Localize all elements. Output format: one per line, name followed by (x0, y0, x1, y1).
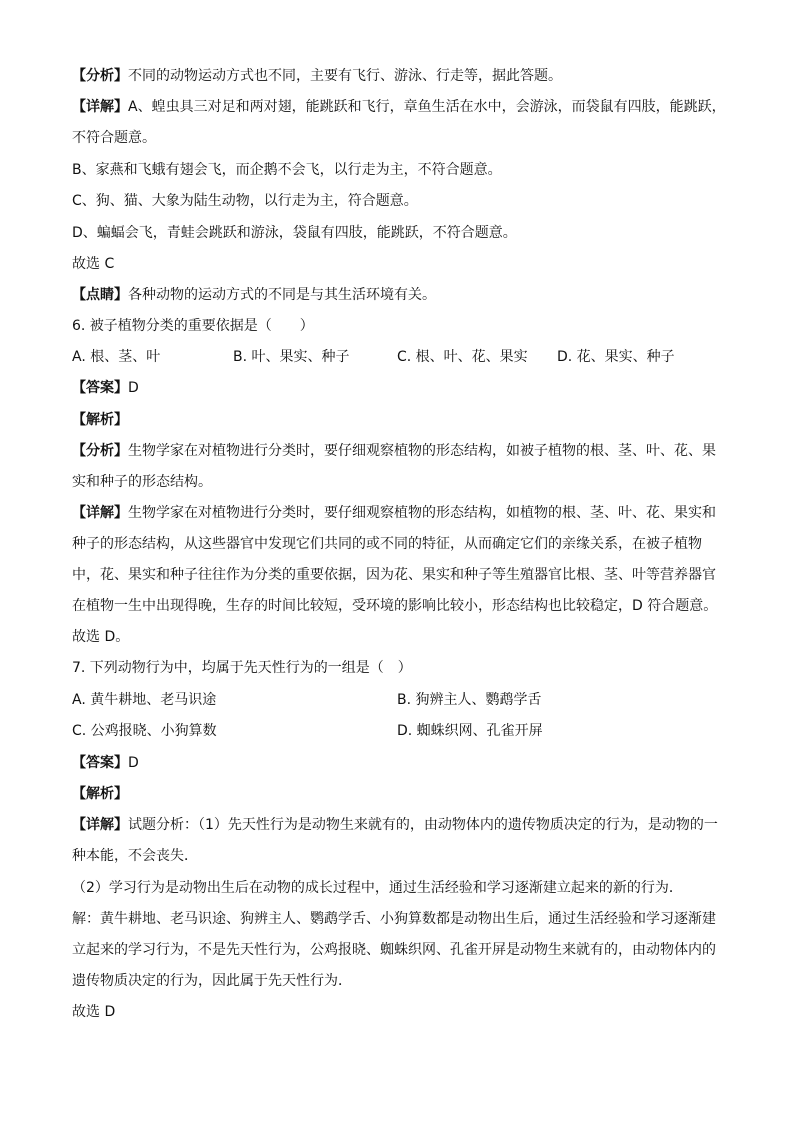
analysis-text: 生物学家在对植物进行分类时，要仔细观察植物的形态结构，如被子植物的根、茎、叶、花、果 (128, 443, 716, 459)
q6-option-d: D. 花、果实、种子 (557, 349, 675, 365)
q6-detail-line-2: 种子的形态结构，从这些器官中发现它们共同的或不同的特征，从而确定它们的亲缘关系，在被子植物 (72, 536, 702, 552)
q7-detail-line-1 (72, 816, 718, 834)
detail-tag: 【详解】 (72, 817, 128, 833)
comment-text: 各种动物的运动方式的不同是与其生活环境有关。 (128, 287, 436, 303)
q6-detail-line-3: 中，花、果实和种子往往作为分类的重要依据，因为花、果实和种子等生殖器官比根、茎、叶等营养器官 (72, 567, 716, 583)
answer-value: D (128, 755, 139, 771)
q6-option-a: A. 根、茎、叶 (72, 349, 161, 365)
q5-comment (72, 286, 436, 304)
q7-explain-heading (72, 785, 128, 803)
q5-option-b-note: B、家燕和飞蛾有翅会飞，而企鹅不会飞，以行走为主，不符合题意。 (72, 162, 502, 178)
q7-detail-line-2: 种本能，不会丧失． (72, 848, 198, 864)
q6-answer (72, 379, 139, 397)
analysis-text: 不同的动物运动方式也不同，主要有飞行、游泳、行走等，据此答题。 (128, 68, 562, 84)
q7-option-d: D. 蜘蛛织网、孔雀开屏 (397, 723, 543, 739)
q7-option-a: A. 黄牛耕地、老马识途 (72, 692, 217, 708)
detail-tag: 【详解】 (72, 505, 128, 521)
answer-tag: 【答案】 (72, 755, 128, 771)
q7-detail-line-3: （2）学习行为是动物出生后在动物的成长过程中，通过生活经验和学习逐渐建立起来的新的行为． (72, 880, 683, 896)
answer-value: D (128, 380, 139, 396)
q6-analysis-line-2: 实和种子的形态结构。 (72, 474, 212, 490)
q6-detail-line-1 (72, 504, 716, 522)
comment-tag: 【点睛】 (72, 287, 128, 303)
detail-tag: 【详解】 (72, 99, 128, 115)
q6-option-c: C. 根、叶、花、果实 (397, 349, 528, 365)
q5-option-c-note: C、狗、猫、大象为陆生动物，以行走为主，符合题意。 (72, 193, 418, 209)
q6-detail-line-4: 在植物一生中出现得晚，生存的时间比较短，受环境的影响比较小，形态结构也比较稳定，D 符合题意。 (72, 598, 718, 614)
explain-tag: 【解析】 (72, 786, 128, 802)
q6-stem: 6. 被子植物分类的重要依据是（ ） (72, 318, 314, 334)
q7-stem: 7. 下列动物行为中，均属于先天性行为的一组是（ ） (72, 660, 412, 676)
analysis-tag: 【分析】 (72, 443, 128, 459)
q7-answer (72, 754, 139, 772)
q7-option-b: B. 狗辨主人、鹦鹉学舌 (397, 692, 542, 708)
q7-solution-line-2: 立起来的学习行为，不是先天性行为，公鸡报晓、蜘蛛织网、孔雀开屏是动物生来就有的，由动物体内的 (72, 942, 716, 958)
q7-choice: 故选 D (72, 1004, 116, 1020)
q7-solution-line-1: 解：黄牛耕地、老马识途、狗辨主人、鹦鹉学舌、小狗算数都是动物出生后，通过生活经验和学习逐渐建 (72, 911, 716, 927)
q6-choice: 故选 D。 (72, 629, 130, 645)
explain-tag: 【解析】 (72, 412, 128, 428)
q6-explain-heading (72, 411, 128, 429)
answer-tag: 【答案】 (72, 380, 128, 396)
q5-detail-line-2: 不符合题意。 (72, 130, 156, 146)
q5-analysis (72, 67, 562, 85)
detail-text: 生物学家在对植物进行分类时，要仔细观察植物的形态结构，如植物的根、茎、叶、花、果实和 (128, 505, 716, 521)
detail-text: A、蝗虫具三对足和两对翅，能跳跃和飞行，章鱼生活在水中，会游泳，而袋鼠有四肢，能跳跃， (128, 99, 726, 115)
q7-solution-line-3: 遗传物质决定的行为，因此属于先天性行为． (72, 973, 352, 989)
detail-text: 试题分析：（1）先天性行为是动物生来就有的，由动物体内的遗传物质决定的行为，是动物的一 (128, 817, 718, 833)
q5-detail-line-1 (72, 98, 726, 116)
q7-option-c: C. 公鸡报晓、小狗算数 (72, 723, 217, 739)
q6-analysis-line-1 (72, 442, 716, 460)
analysis-tag: 【分析】 (72, 68, 128, 84)
q5-choice: 故选 C (72, 256, 115, 272)
q6-option-b: B. 叶、果实、种子 (233, 349, 350, 365)
q5-option-d-note: D、蝙蝠会飞，青蛙会跳跃和游泳，袋鼠有四肢，能跳跃，不符合题意。 (72, 225, 517, 241)
